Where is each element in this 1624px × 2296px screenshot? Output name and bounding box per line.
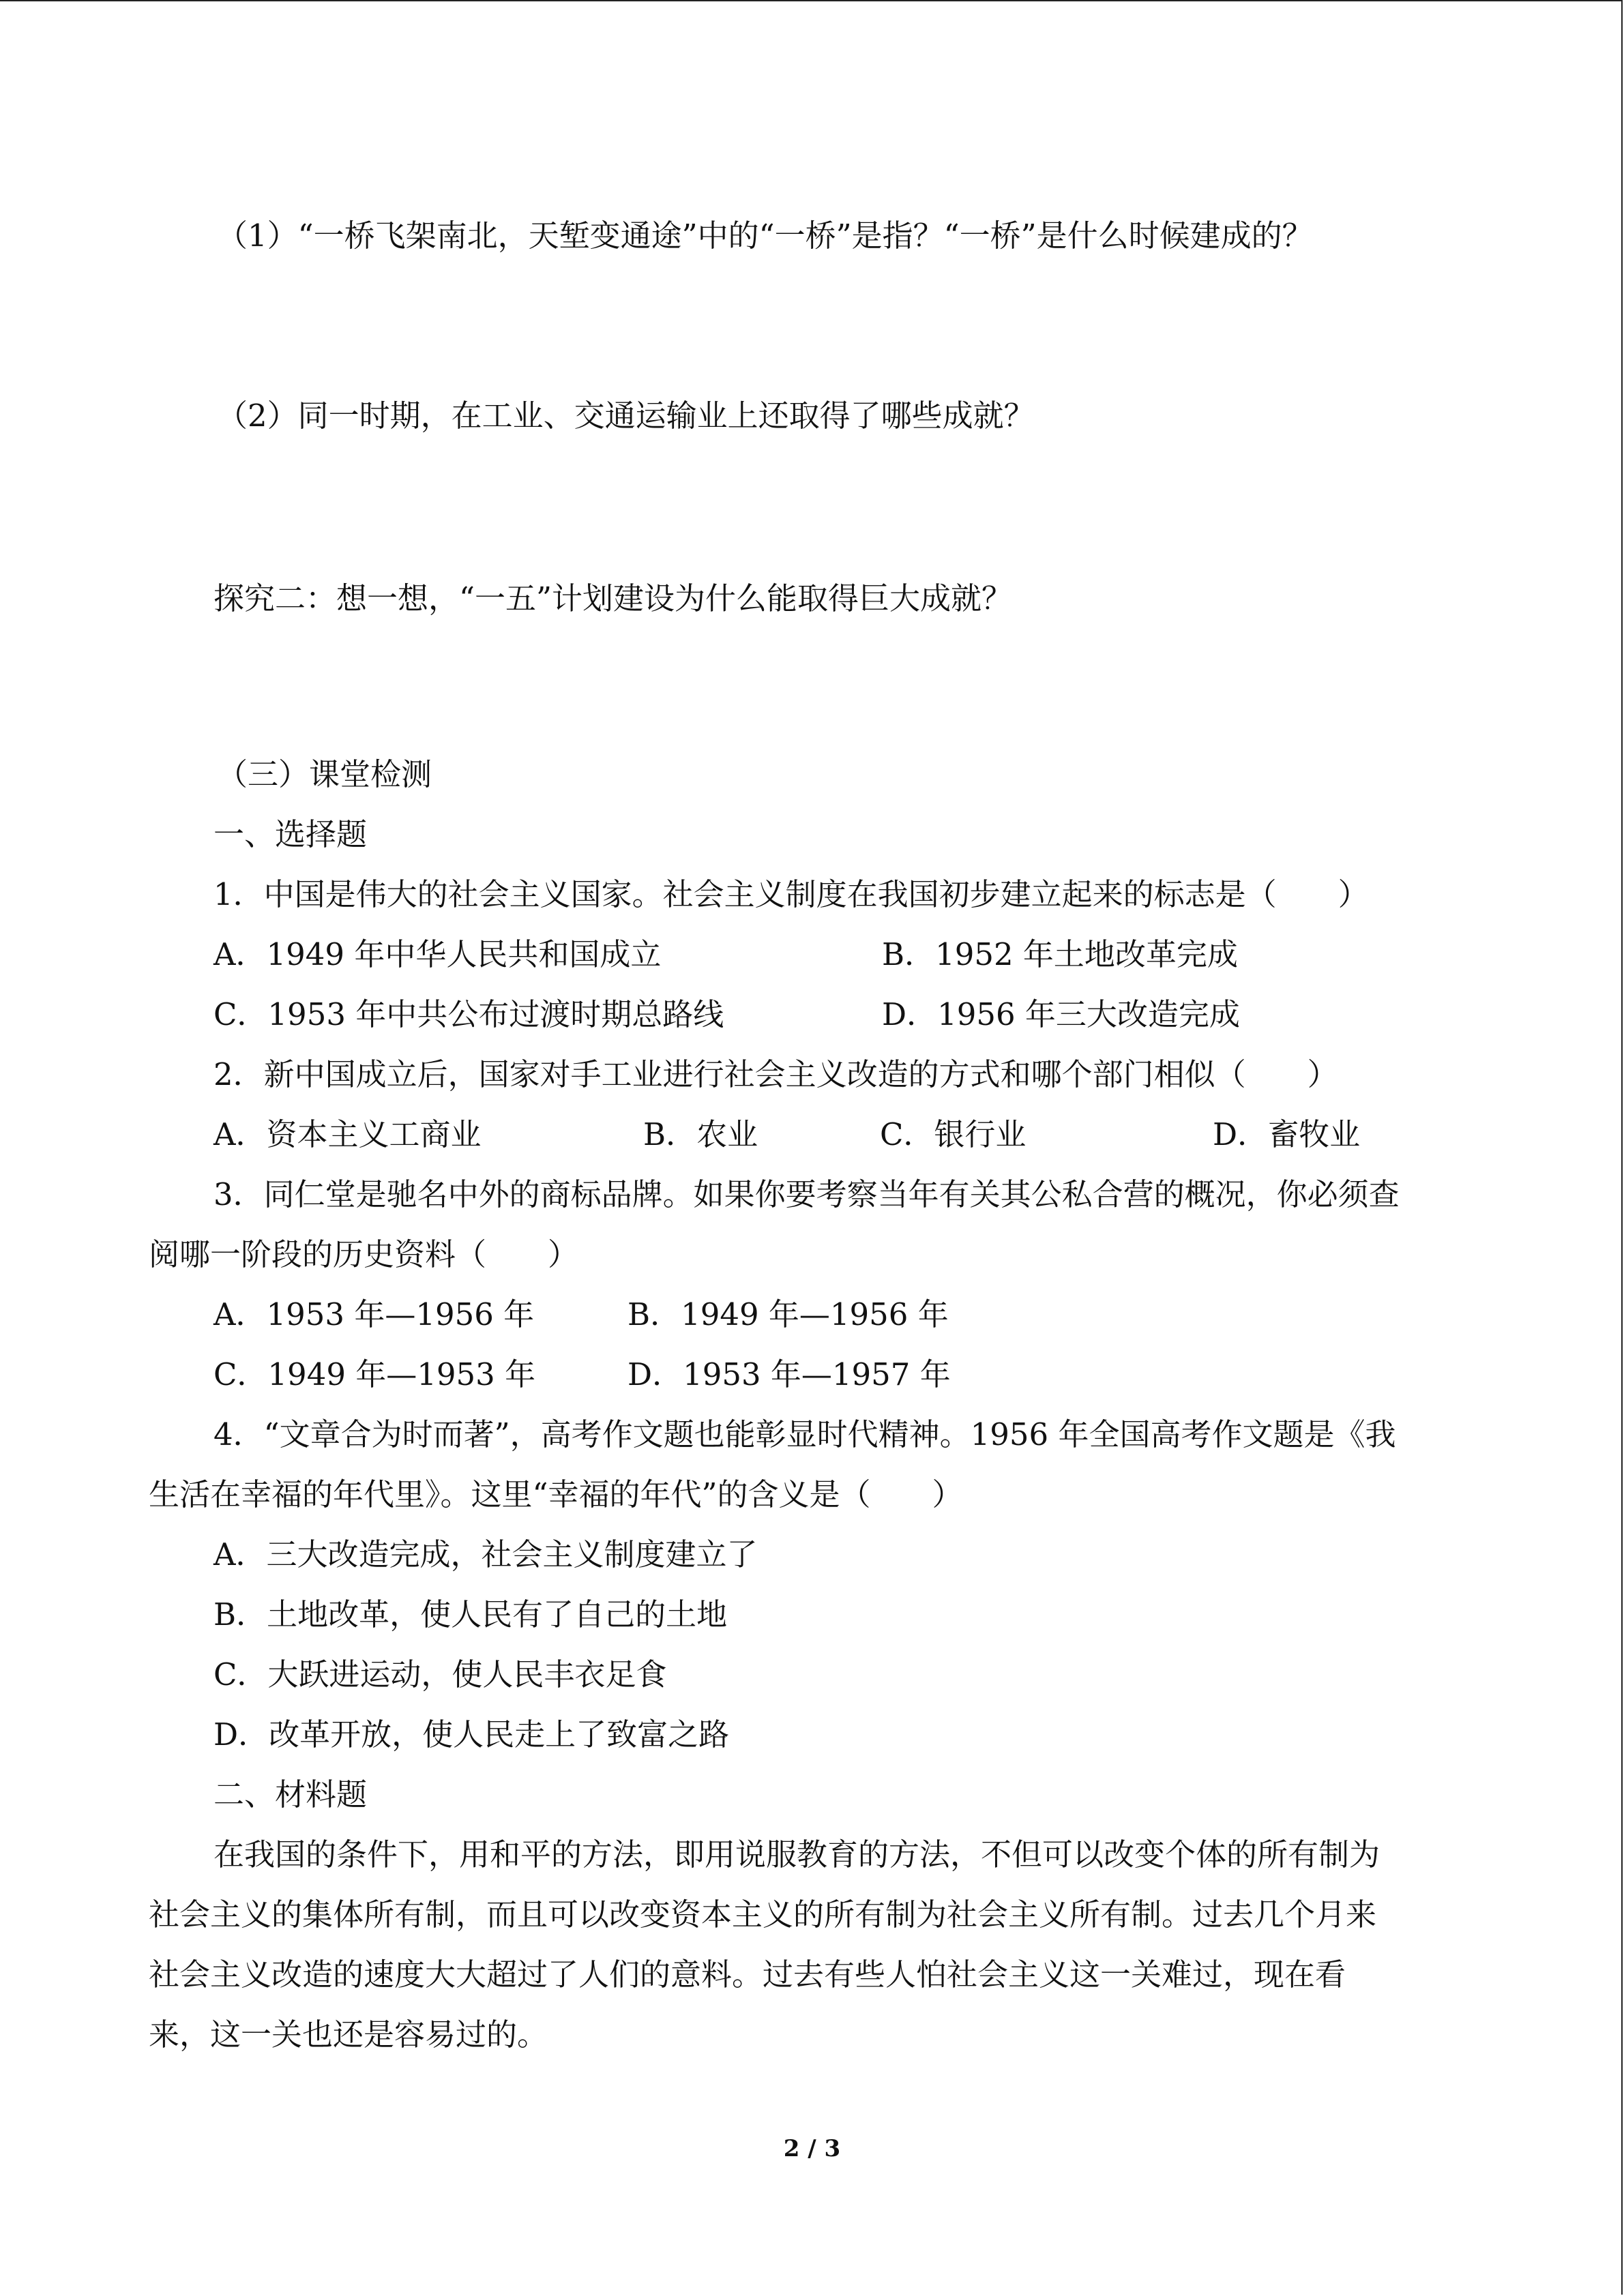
option: D．1956 年三大改造完成 (882, 996, 1240, 1032)
explore-question-1: （1）“一桥飞架南北，天堑变通途”中的“一桥”是指？“一桥”是什么时候建成的？ (217, 218, 1313, 254)
material-paragraph-line: 在我国的条件下，用和平的方法，即用说服教育的方法，不但可以改变个体的所有制为 (213, 1836, 1381, 1873)
question-4-stem-line-2: 生活在幸福的年代里》。这里“幸福的年代”的含义是（ ） (149, 1476, 963, 1512)
question-2-stem: 2．新中国成立后，国家对手工业进行社会主义改造的方式和哪个部门相似（ ） (213, 1056, 1338, 1092)
option: C．银行业 (880, 1116, 1027, 1152)
explore-question-2: （2）同一时期，在工业、交通运输业上还取得了哪些成就？ (217, 398, 1035, 434)
question-3-stem-line-1: 3．同仁堂是驰名中外的商标品牌。如果你要考察当年有关其公私合营的概况，你必须查 (213, 1176, 1400, 1212)
option: D．畜牧业 (1213, 1116, 1361, 1152)
option: A．1949 年中华人民共和国成立 (213, 936, 662, 972)
option: C．1953 年中共公布过渡时期总路线 (213, 996, 724, 1032)
option: B．土地改革，使人民有了自己的土地 (213, 1596, 728, 1632)
option: C．大跃进运动，使人民丰衣足食 (213, 1656, 667, 1693)
section-heading: （三）课堂检测 (217, 756, 432, 792)
option: A．资本主义工商业 (213, 1116, 482, 1152)
question-3-stem-line-2: 阅哪一阶段的历史资料（ ） (149, 1236, 579, 1272)
option: B．1949 年—1956 年 (628, 1296, 949, 1332)
material-paragraph-line: 来，这一关也还是容易过的。 (149, 2016, 548, 2053)
material-paragraph-line: 社会主义的集体所有制，而且可以改变资本主义的所有制为社会主义所有制。过去几个月来 (149, 1896, 1377, 1933)
part-two-title: 二、材料题 (213, 1776, 368, 1813)
explore-two-question: 探究二：想一想，“一五”计划建设为什么能取得巨大成就？ (213, 580, 1013, 616)
option: A．三大改造完成，社会主义制度建立了 (213, 1536, 758, 1572)
material-paragraph-line: 社会主义改造的速度大大超过了人们的意料。过去有些人怕社会主义这一关难过，现在看 (149, 1956, 1346, 1993)
part-one-title: 一、选择题 (213, 816, 368, 852)
option: C．1949 年—1953 年 (213, 1356, 536, 1392)
page-number: 2 / 3 (783, 2135, 841, 2162)
question-1-stem: 1．中国是伟大的社会主义国家。社会主义制度在我国初步建立起来的标志是（ ） (213, 876, 1369, 912)
question-4-stem-line-1: 4．“文章合为时而著”，高考作文题也能彰显时代精神。1956 年全国高考作文题是《我 (213, 1416, 1396, 1452)
option: A．1953 年—1956 年 (213, 1296, 535, 1332)
option: D．改革开放，使人民走上了致富之路 (213, 1716, 730, 1753)
option: B．1952 年土地改革完成 (882, 936, 1238, 972)
option: B．农业 (643, 1116, 758, 1152)
option: D．1953 年—1957 年 (628, 1356, 951, 1392)
